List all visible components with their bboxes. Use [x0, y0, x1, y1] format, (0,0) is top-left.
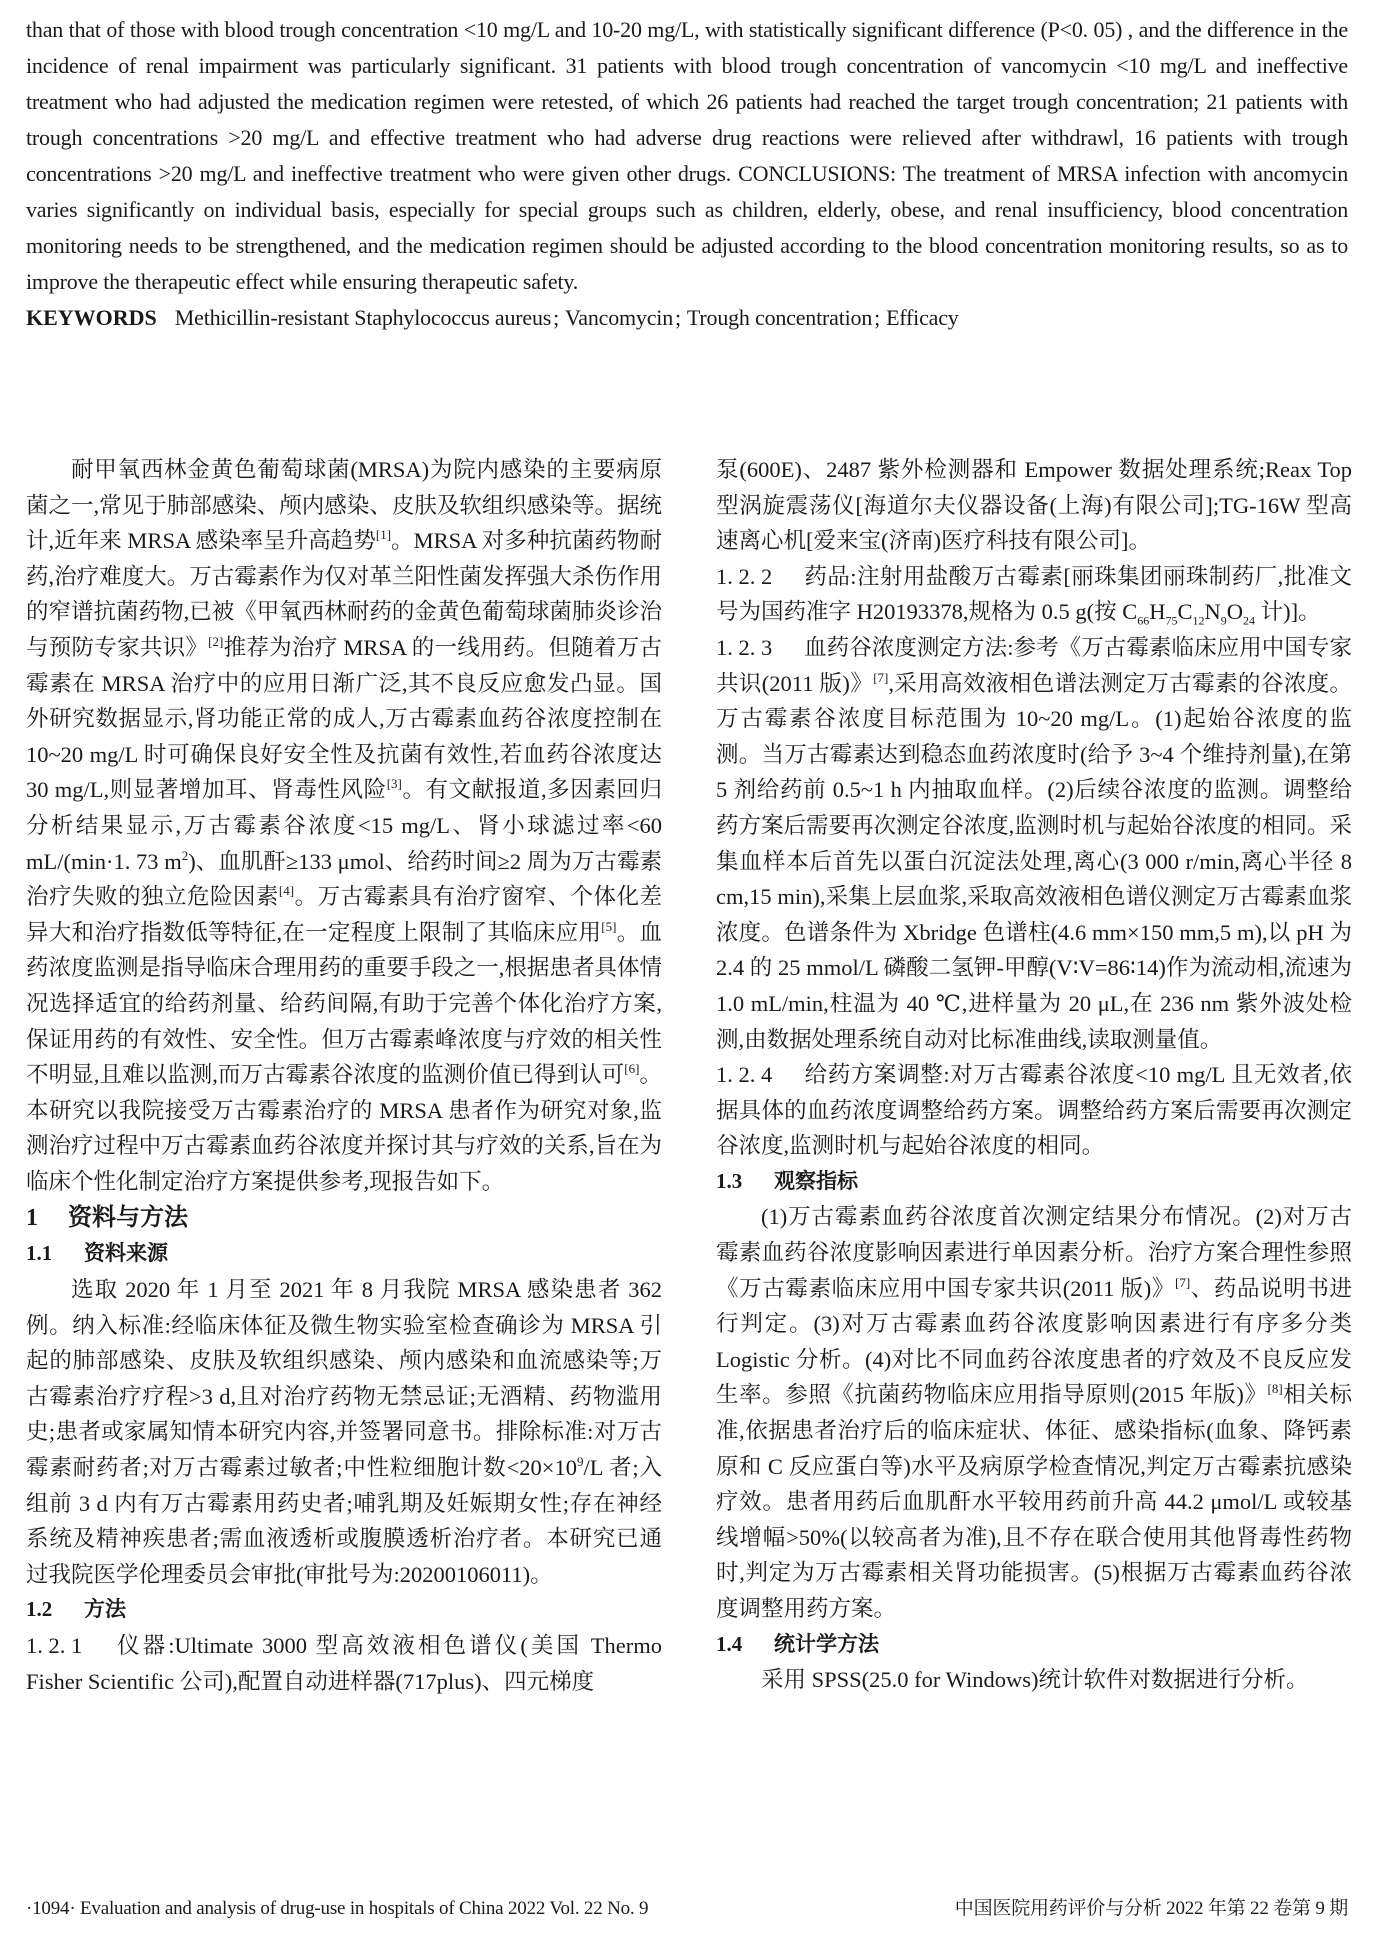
subsection-1-2-4: 1. 2. 4 给药方案调整:对万古霉素谷浓度<10 mg/L 且无效者,依据具体的血药浓度调整给药方案。调整给药方案后需要再次测定谷浓度,监测时机与起始谷浓度的相同。: [716, 1062, 1352, 1159]
materials-paragraph: 选取 2020 年 1 月至 2021 年 8 月我院 MRSA 感染患者 362 例。纳入标准:经临床体征及微生物实验室检查确诊为 MRSA 引起的肺部感染、皮肤及软组织感染、颅内感染和血流感染等;万古霉素治疗疗程>3 d,且对治疗药物无禁忌证;无酒精、药物滥用史;患者或家属知情本研究内容,并签署同意书。排除标准:对万古霉素耐药者;对万古霉素过敏者;中性粒细胞计数$<20\times 10^9/L$ 者;入组前 3 d 内有万古霉素用药史者;哺乳期及妊娠期女性;存在神经系统及精神疾患者;需血液透析或腹膜透析治疗者。本研究已通过我院医学伦理委员会审批(审批号为:20200106011)。: [26, 1277, 662, 1587]
citation[interactable]: [8]: [1267, 1381, 1283, 1397]
citation[interactable]: [3]: [386, 776, 402, 792]
keywords-label: KEYWORDS: [26, 305, 157, 330]
statistics-paragraph: 采用 SPSS(25.0 for Windows)统计软件对数据进行分析。: [761, 1667, 1309, 1693]
keyword-separator: ;: [553, 305, 560, 330]
keyword-separator: ;: [675, 305, 681, 330]
footer-journal-chinese: 中国医院用药评价与分析 2022 年第 22 卷第 9 期: [954, 1898, 1348, 1919]
keyword: Methicillin-resistant Staphylococcus aureus: [174, 305, 552, 330]
subsection-1-2-3: 1. 2. 3 血药谷浓度测定方法:参考《万古霉素临床应用中国专家共识(2011 版)》[7],采用高效液相色谱法测定万古霉素的谷浓度。万古霉素谷浓度目标范围为 10~20 mg/L。(1)起始谷浓度的监测。当万古霉素达到稳态血药浓度时(给予 3~4 个维持剂量),在第 5 剂给药前 0.5~1 h 内抽取血样。(2)后续谷浓度的监测。调整给药方案后需要再次测定谷浓度,监测时机与起始谷浓度的相同。采集血样本后首先以蛋白沉淀法处理,离心(3 000 r/min,离心半径 8 cm,15 min),采集上层血浆,采取高效液相色谱仪测定万古霉素血浆浓度。色谱条件为 Xbridge 色谱柱(4.6 mm×150 mm,5 m),以 pH 为 2.4 的 25 mmol/L 磷酸二氢钾-甲醇(V∶V=86∶14)作为流动相,流速为 1.0 mL/min,柱温为 40 ℃,进样量为 20 μL,在 236 nm 紫外波处检测,由数据处理系统自动对比标准曲线,读取测量值。: [716, 634, 1352, 1052]
chemical-formula: $C_{66}H_{75}C_{12}N_9O_{24}$: [1122, 599, 1256, 628]
citation[interactable]: [5]: [601, 918, 617, 934]
footer-journal-english: ·1094· Evaluation and analysis of drug-use in hospitals of China 2022 Vol. 22 No. 9: [26, 1898, 649, 1919]
english-abstract: [26, 12, 1348, 336]
subsection-1-2-1: 1. 2. 1 仪器:Ultimate 3000 型高效液相色谱仪(美国 Thermo Fisher Scientific 公司),配置自动进样器(717plus)、四元梯度: [26, 1633, 662, 1694]
abstract-results-conclusions: than that of those with blood trough concentration <10 mg/L and 10-20 mg/L, with statistically significant difference (P<0. 05) , and the difference in the incidence of renal impairment was particularly significant. 31 patients with blood trough concentration of vancomycin <10 mg/L and ineffective treatment who had adjusted the medication regimen were retested, of which 26 patients had reached the target trough concentration; 21 patients with trough concentrations >20 mg/L and effective treatment who had adverse drug reactions were relieved after withdrawl, 16 patients with trough concentrations >20 mg/L and ineffective treatment who were given other drugs. CONCLUSIONS: The treatment of MRSA infection with ancomycin varies significantly on individual basis, especially for special groups such as children, elderly, obese, and renal insufficiency, blood concentration monitoring needs to be strengthened, and the medication regimen should be adjusted according to the blood concentration monitoring results, so as to improve the therapeutic effect while ensuring therapeutic safety.: [26, 17, 1348, 294]
keyword: Vancomycin: [565, 305, 673, 330]
section-heading-1-1: 1.1 资料来源: [26, 1241, 168, 1266]
citation[interactable]: [1]: [375, 527, 392, 543]
citation[interactable]: [7]: [873, 669, 889, 685]
indicators-paragraph: (1)万古霉素血药谷浓度首次测定结果分布情况。(2)对万古霉素血药谷浓度影响因素进行单因素分析。治疗方案合理性参照《万古霉素临床应用中国专家共识(2011 版)》[7]、药品说明书进行判定。(3)对万古霉素血药谷浓度影响因素进行有序多分类 Logistic 分析。(4)对比不同血药谷浓度患者的疗效及不良反应发生率。参照《抗菌药物临床应用指导原则(2015 年版)》[8]相关标准,依据患者治疗后的临床症状、体征、感染指标(血象、降钙素原和 C 反应蛋白等)水平及病原学检查情况,判定万古霉素抗感染疗效。患者用药后血肌酐水平较用药前升高 44.2 μmol/L 或较基线增幅>50%(以较高者为准),且不存在联合使用其他肾毒性药物时,判定为万古霉素相关肾功能损害。(5)根据万古霉素血药谷浓度调整用药方案。: [716, 1204, 1352, 1621]
subsection-1-2-2: 1. 2. 2 药品:注射用盐酸万古霉素[丽珠集团丽珠制药厂,批准文号为国药准字 H20193378,规格为 0.5 g(按 $C_{66}H_{75}C_{12}N_9O_{24}$ 计)]。: [716, 563, 1352, 628]
keyword-separator: ;: [874, 305, 881, 330]
introduction-paragraph: 耐甲氧西林金黄色葡萄球菌(MRSA)为院内感染的主要病原菌之一,常见于肺部感染、颅内感染、皮肤及软组织感染等。据统计,近年来 MRSA 感染率呈升高趋势[1]。MRSA 对多种抗菌药物耐药,治疗难度大。万古霉素作为仅对革兰阳性菌发挥强大杀伤作用的窄谱抗菌药物,已被《甲氧西林耐药的金黄色葡萄球菌肺炎诊治与预防专家共识》[2]推荐为治疗 MRSA 的一线用药。但随着万古霉素在 MRSA 治疗中的应用日渐广泛,其不良反应愈发凸显。国外研究数据显示,肾功能正常的成人,万古霉素血药谷浓度控制在 10~20 mg/L 时可确保良好安全性及抗菌有效性,若血药谷浓度达 30 mg/L,则显著增加耳、肾毒性风险[3]。有文献报道,多因素回归分析结果显示,万古霉素谷浓度<15 mg/L、肾小球滤过率<60 mL/(min·1. 73 $m^2$)、血肌酐≥133 μmol、给药时间≥2 周为万古霉素治疗失败的独立危险因素[4]。万古霉素具有治疗窗窄、个体化差异大和治疗指数低等特征,在一定程度上限制了其临床应用[5]。血药浓度监测是指导临床合理用药的重要手段之一,根据患者具体情况选择适宜的给药剂量、给药间隔,有助于完善个体化治疗方案,保证用药的有效性、安全性。但万古霉素峰浓度与疗效的相关性不明显,且难以监测,而万古霉素谷浓度的监测价值已得到认可[6]。本研究以我院接受万古霉素治疗的 MRSA 患者作为研究对象,监测治疗过程中万古霉素血药谷浓度并探讨其与疗效的关系,旨在为临床个性化制定治疗方案提供参考,现报告如下。: [26, 457, 662, 1194]
subsection-1-2-1-continued: 泵(600E)、2487 紫外检测器和 Empower 数据处理系统;Reax Top 型涡旋震荡仪[海道尔夫仪器设备(上海)有限公司];TG-16W 型高速离心机[爱来宝(济南)医疗科技有限公司]。: [716, 457, 1352, 554]
left-column: [26, 452, 662, 1699]
section-heading-1-4: 1.4 统计学方法: [716, 1631, 879, 1656]
page-footer: [26, 1897, 1348, 1921]
citation[interactable]: [4]: [278, 883, 295, 899]
keywords-line: [26, 300, 1348, 336]
citation[interactable]: [2]: [208, 633, 224, 649]
right-column: [716, 452, 1352, 1698]
section-heading-1-2: 1.2 方法: [26, 1597, 126, 1622]
keyword: Efficacy: [886, 305, 959, 330]
citation[interactable]: [6]: [624, 1061, 640, 1077]
citation[interactable]: [7]: [1175, 1274, 1191, 1290]
section-heading-1: 1 资料与方法: [26, 1203, 188, 1232]
section-heading-1-3: 1.3 观察指标: [716, 1168, 858, 1193]
keyword: Trough concentration: [686, 305, 873, 330]
